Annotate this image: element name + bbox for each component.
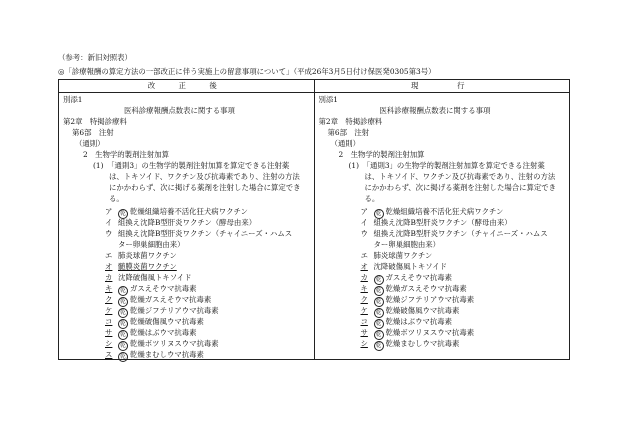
dry-mark-icon: 乾 (118, 341, 128, 351)
item-marker: オ (360, 262, 368, 271)
item-marker: キ (105, 284, 113, 293)
drug-item (105, 262, 177, 271)
drug-name: 肺炎球菌ワクチン (118, 251, 177, 260)
drug-name: 組換え沈降B型肝炎ワクチン（チャイニーズ・ハムス (373, 229, 548, 238)
item-marker: イ (360, 218, 368, 227)
drug-name: 髄膜炎菌ワクチン (118, 262, 177, 271)
dry-mark-icon: 乾 (374, 209, 384, 219)
general-rules: （通則） (330, 139, 361, 148)
item-marker: ア (105, 207, 113, 216)
drug-name: 乾燥ジフテリアウマ抗毒素 (130, 306, 219, 315)
revised-column (59, 93, 315, 360)
paragraph-line: (1) 「通則3」の生物学的製剤注射加算を算定できる注射薬 (348, 161, 545, 170)
paragraph-line: にかかわらず、次に掲げる薬剤を注射した場合に算定でき (109, 183, 301, 192)
item-marker: コ (360, 317, 368, 326)
drug-name: 組換え沈降B型肝炎ワクチン（チャイニーズ・ハムス (118, 229, 293, 238)
item-marker: カ (105, 273, 113, 282)
paragraph-line: は、トキソイド、ワクチン及び抗毒素であり、注射の方法 (109, 172, 300, 181)
dry-mark-icon: 乾 (118, 286, 128, 296)
dry-mark-icon: 乾 (374, 319, 384, 329)
attachment-label: 別添1 (318, 95, 338, 104)
section-title: 医科診療報酬点数表に関する事項 (379, 106, 491, 115)
dry-mark-icon: 乾 (374, 341, 384, 351)
part-title: 第6部 注射 (327, 128, 370, 137)
item-marker: カ (360, 273, 368, 282)
drug-item (361, 251, 433, 260)
item-marker: ウ (105, 229, 113, 238)
drug-name: 乾燥まむしウマ抗毒素 (130, 350, 204, 359)
drug-item (105, 218, 256, 227)
drug-name: 乾燥組織培養不活化狂犬病ワクチン (385, 207, 504, 216)
item-marker: ク (105, 295, 113, 304)
attachment-label: 別添1 (63, 95, 83, 104)
dry-mark-icon: 乾 (118, 319, 128, 329)
item-marker: ケ (105, 306, 113, 315)
dry-mark-icon: 乾 (374, 286, 384, 296)
paragraph-line: (1) 「通則3」の生物学的製剤注射加算を算定できる注射薬 (93, 161, 290, 170)
general-rules: （通則） (75, 139, 105, 148)
drug-name: 乾燥ジフテリアウマ抗毒素 (385, 295, 475, 304)
item-marker: ス (105, 350, 113, 359)
drug-name: 乾燥はぶウマ抗毒素 (130, 328, 197, 337)
paragraph-line: る。 (364, 194, 380, 203)
chapter-title: 第2章 特掲診療料 (63, 117, 127, 126)
dry-mark-icon: 乾 (374, 330, 384, 340)
item-marker: キ (360, 284, 368, 293)
drug-name: 沈降破傷風トキソイド (118, 273, 192, 282)
drug-item (361, 218, 512, 227)
current-text (315, 93, 570, 359)
paragraph-line: る。 (109, 194, 124, 203)
drug-item (105, 251, 177, 260)
drug-name: 乾燥ボツリヌスウマ抗毒素 (385, 328, 475, 337)
drug-name: 肺炎球菌ワクチン (373, 251, 433, 260)
column-header-current: 現 行 (314, 80, 570, 93)
dry-mark-icon: 乾 (374, 275, 384, 285)
dry-mark-icon: 乾 (118, 352, 128, 362)
item-heading: 2 生物学的製剤注射加算 (83, 150, 170, 159)
notice-title: ◎「診療報酬の算定方法の一部改正に伴う実施上の留意事項について」（平成26年3月5日付け保医発0305第3号） (58, 67, 436, 76)
drug-item (361, 229, 548, 238)
item-marker: エ (360, 251, 368, 260)
drug-name: 乾燥破傷風ウマ抗毒素 (130, 317, 204, 326)
paragraph-line: にかかわらず、次に掲げる薬剤を注射した場合に算定でき (364, 183, 557, 192)
comparison-table (58, 79, 570, 360)
drug-name: ター卵巣細胞由来） (118, 240, 185, 249)
drug-name: 乾燥ガスえそウマ抗毒素 (130, 295, 212, 304)
item-marker: ク (360, 295, 368, 304)
drug-name: ガスえそウマ抗毒素 (130, 284, 197, 293)
revised-text (59, 93, 314, 359)
dry-mark-icon: 乾 (118, 209, 128, 219)
drug-name: 乾燥組織培養不活化狂犬病ワクチン (130, 207, 248, 216)
drug-name: 乾燥破傷風ウマ抗毒素 (385, 306, 460, 315)
section-title: 医科診療報酬点数表に関する事項 (124, 106, 235, 115)
drug-item (105, 273, 192, 282)
reference-label: （参考：新旧対照表） (58, 53, 132, 62)
item-marker: オ (105, 262, 113, 271)
item-marker: ケ (360, 306, 368, 315)
drug-name: 乾燥まむしウマ抗毒素 (385, 339, 460, 348)
drug-name: 組換え沈降B型肝炎ワクチン（酵母由来） (118, 218, 257, 227)
chapter-title: 第2章 特掲診療料 (318, 117, 383, 126)
column-header-revised: 改 正 後 (59, 80, 315, 93)
drug-item (105, 229, 292, 238)
drug-name: 乾燥はぶウマ抗毒素 (385, 317, 453, 326)
drug-item (105, 350, 204, 362)
drug-name: 乾燥ボツリヌスウマ抗毒素 (130, 339, 219, 348)
item-marker: ア (360, 207, 368, 216)
dry-mark-icon: 乾 (118, 308, 128, 318)
paragraph-line: は、トキソイド、ワクチン及び抗毒素であり、注射の方法 (364, 172, 556, 181)
dry-mark-icon: 乾 (118, 330, 128, 340)
item-marker: ウ (360, 229, 368, 238)
item-marker: エ (105, 251, 113, 260)
part-title: 第6部 注射 (72, 128, 114, 137)
item-marker: サ (105, 328, 113, 337)
item-marker: サ (360, 328, 368, 337)
dry-mark-icon: 乾 (374, 297, 384, 307)
item-marker: コ (105, 317, 113, 326)
drug-name: 乾燥ガスえそウマ抗毒素 (385, 284, 467, 293)
drug-item (361, 240, 441, 249)
drug-name: 組換え沈降B型肝炎ワクチン（酵母由来） (373, 218, 512, 227)
drug-item (361, 262, 448, 271)
drug-item (105, 240, 185, 249)
item-marker: シ (360, 339, 368, 348)
dry-mark-icon: 乾 (374, 308, 384, 318)
current-column (314, 93, 570, 360)
drug-name: ガスえそウマ抗毒素 (385, 273, 453, 282)
dry-mark-icon: 乾 (118, 297, 128, 307)
item-marker: シ (105, 339, 113, 348)
drug-item (361, 339, 460, 351)
drug-name: ター卵巣細胞由来） (373, 240, 441, 249)
item-marker: イ (105, 218, 113, 227)
drug-name: 沈降破傷風トキソイド (373, 262, 448, 271)
item-heading: 2 生物学的製剤注射加算 (338, 150, 425, 159)
